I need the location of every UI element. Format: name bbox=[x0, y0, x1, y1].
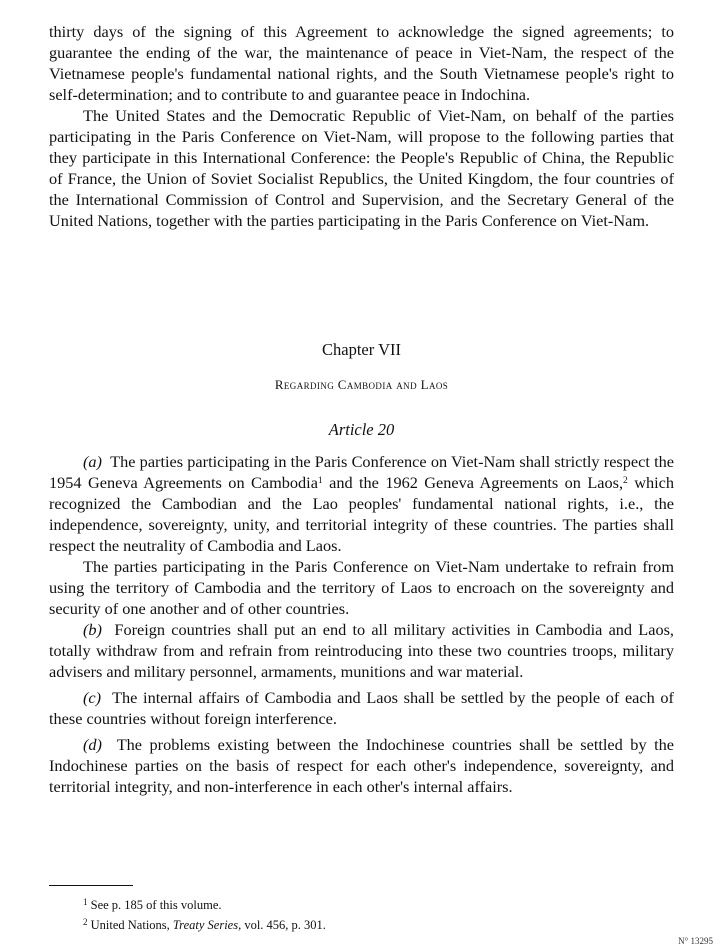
paragraph-label-d: (d) bbox=[83, 735, 102, 754]
article-paragraph-c bbox=[49, 687, 674, 729]
footnote-1 bbox=[49, 894, 674, 914]
paragraph-label-c: (c) bbox=[83, 688, 102, 707]
paragraph-label-a: (a) bbox=[83, 452, 102, 471]
body-text-top bbox=[49, 21, 674, 231]
article-heading: Article 20 bbox=[328, 420, 395, 439]
article-paragraph-b bbox=[49, 619, 674, 682]
article-paragraph-a-continued: The parties participating in the Paris Conference on Viet-Nam undertake to refrain from using the territory of Cambodia and the territory of Laos to encroach on the sovereignty and security of one another and of other countries. bbox=[49, 557, 674, 618]
footnote-ref-1: 1 bbox=[317, 476, 323, 486]
paragraph-international-conference: The United States and the Democratic Republic of Viet-Nam, on behalf of the parties participating in the Paris Conference on Viet-Nam, will propose to the following parties that they participate in this International Conference: the People's Republic of China, the Republic of France, the Union of Soviet Socialist Republics, the United Kingdom, the four countries of the International Commission of Control and Supervision, and the Secretary General of the United Nations, together with the parties participating in the Paris Conference on Viet-Nam. bbox=[49, 106, 674, 230]
article-paragraph-d bbox=[49, 734, 674, 797]
footnote-1-text: See p. 185 of this volume. bbox=[90, 898, 222, 912]
footnote-2-text-suffix: , vol. 456, p. 301. bbox=[238, 918, 326, 932]
paragraph-c-text: The internal affairs of Cambodia and Laos shall be settled by the people of each of these countries without foreign interference. bbox=[49, 688, 674, 728]
paragraph-label-b: (b) bbox=[83, 620, 102, 639]
footnote-2-text-italic: Treaty Series bbox=[172, 918, 239, 932]
paragraph-d-text: The problems existing between the Indochinese countries shall be settled by the Indochinese parties on the basis of respect for each other's independence, sovereignty, and territorial integrity, and non-interference in each other's internal affairs. bbox=[49, 735, 674, 796]
chapter-heading: Chapter VII bbox=[322, 340, 401, 359]
footnote-1-mark: 1 bbox=[83, 897, 88, 907]
paragraph-b-text: Foreign countries shall put an end to all military activities in Cambodia and Laos, totally withdraw from and refrain from reintroducing into these two countries troops, military advisers and military personnel, armaments, munitions and war material. bbox=[49, 620, 675, 681]
footnote-ref-2: 2 bbox=[623, 476, 628, 486]
footnote-2 bbox=[49, 914, 674, 934]
footnote-2-mark: 2 bbox=[83, 917, 88, 927]
chapter-subtitle: Regarding Cambodia and Laos bbox=[274, 377, 449, 392]
article-body bbox=[49, 451, 674, 797]
footnotes bbox=[49, 894, 674, 934]
paragraph-continuation: thirty days of the signing of this Agreement to acknowledge the signed agreements; to guarantee the ending of the war, the maintenance of peace in Viet-Nam, the respect of the Vietnamese people's fundamental national rights, and the South Vietnamese people's right to self-determination; and to contribute to and guarantee peace in Indochina. bbox=[49, 22, 674, 104]
article-paragraph-a bbox=[49, 451, 674, 556]
page-number: N° 13295 bbox=[678, 936, 713, 946]
footnote-2-text-prefix: United Nations, bbox=[90, 918, 173, 932]
paragraph-a-text-2: and the 1962 Geneva Agreements on Laos, bbox=[322, 473, 624, 492]
footnote-divider bbox=[49, 885, 133, 886]
paragraph-a-text-1: The parties participating in the Paris Conference on Viet-Nam shall strictly respect the 1954 Geneva Agreements on Cambodia bbox=[49, 452, 674, 492]
paragraph-a-text-3: which recognized the Cambodian and the Lao peoples' fundamental national rights, i.e., the independence, sovereignty, unity, and territorial integrity of these countries. The parties shall respect the neutrality of Cambodia and Laos. bbox=[49, 473, 675, 555]
